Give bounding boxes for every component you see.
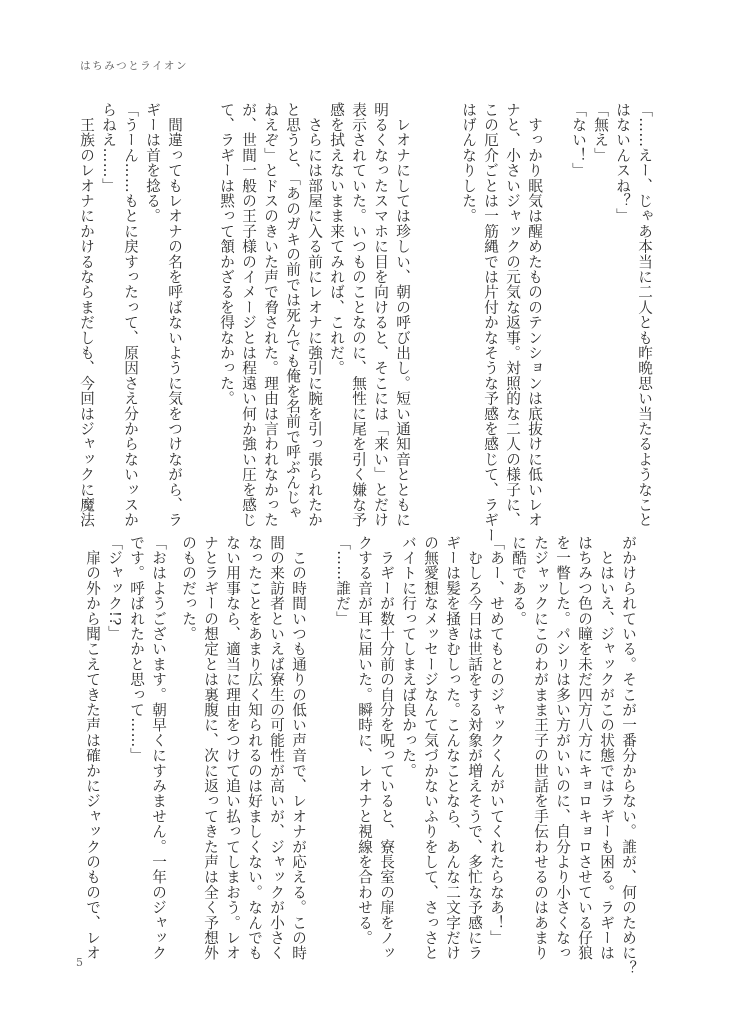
text-column: を一瞥した。パシリは多い方がいいのに、自分より小さくなっ [554, 535, 571, 961]
text-column: が、世間一般の王子様のイメージとは程遠い何か強い圧を感じ [240, 102, 257, 528]
text-column: ない用事なら、適当に理由をつけて追い払ってしまおう。レオ [224, 535, 241, 961]
text-column: なったことをあまり広く知られるのは好ましくない。なんでも [246, 535, 263, 961]
text-column: て、ラギーは黙って頷かざるを得なかった。 [218, 102, 235, 406]
bottom-text-block [0, 535, 731, 976]
text-column: この厄介ごとは一筋縄では片付かなそうな予感を感じて、ラギー [482, 102, 499, 543]
text-column: レオナにしては珍しい、朝の呼び出し。短い通知音とともに [394, 102, 411, 528]
text-column: ナとラギーの想定とは裏腹に、次に返ってきた声は全く予想外 [202, 535, 219, 961]
text-column: ギーは首を捻る。 [144, 102, 161, 224]
text-column: 王族のレオナにかけるならまだしも、今回はジャックに魔法 [78, 102, 95, 528]
text-column: の無愛想なメッセージなんて気づかないふりをして、さっさと [422, 535, 439, 961]
text-column: 「うーん……もとに戻すったって、原因さえ分からないッスか [122, 102, 139, 528]
text-column: さらには部屋に入る前にレオナに強引に腕を引っ張られたか [306, 102, 323, 528]
page-number: 5 [76, 956, 83, 969]
running-title: はちみつとライオン [80, 60, 189, 72]
text-column: たジャックにこのわがまま王子の世話を手伝わせるのはあまり [532, 535, 549, 961]
text-column: 明るくなったスマホに目を向けると、そこには「来い」とだけ [372, 102, 389, 528]
text-column: この時間いつも通りの低い声音で、レオナが応える。この時 [290, 535, 307, 961]
text-column: 「……えー、じゃあ本当に二人とも昨晩思い当たるようなこと [636, 102, 653, 528]
text-column: はちみつ色の瞳を未だ四方八方にキョロキョロさせている仔狼 [576, 535, 593, 961]
top-text-block [0, 102, 731, 543]
text-column: らねえ……」 [100, 102, 117, 194]
text-column: バイトに行ってしまえば良かった。 [400, 535, 417, 779]
text-column: すっかり眠気は醒めたもののテンションは底抜けに低いレオ [526, 102, 543, 528]
text-column: 「あー、せめてもとのジャックくんがいてくれたらなあ！」 [488, 535, 505, 946]
text-column: 扉の外から聞こえてきた声は確かにジャックのもので、レオ [84, 535, 101, 961]
text-column: 「ジャック!?」 [106, 535, 123, 642]
text-column: 「……誰だ」 [334, 535, 351, 627]
text-column: がかけられている。そこが一番分からない。誰が、何のために？ [620, 535, 637, 976]
text-column [194, 102, 214, 482]
text-column: 感を拭えないまま来てみれば、これだ。 [328, 102, 345, 376]
text-column: クする音が耳に届いた。瞬時に、レオナと視線を合わせる。 [356, 535, 373, 946]
text-column [436, 102, 456, 482]
text-column: 「おはようございます。朝早くにすみません。一年のジャック [150, 535, 167, 961]
text-column: ねえぞ」とドスのきいた声で脅された。理由は言われなかった [262, 102, 279, 528]
text-column: ギーは髪を掻きむしった。こんなことなら、あんな二文字だけ [444, 535, 461, 961]
text-column: ナと、小さいジャックの元気な返事。対照的な二人の様子に、 [504, 102, 521, 528]
text-column: に酷である。 [510, 535, 527, 627]
text-column: はげんなりした。 [460, 102, 477, 224]
text-column: と思うと、「あのガキの前では死んでも俺を名前で呼ぶんじゃ [284, 102, 301, 521]
text-column: とはいえ、ジャックがこの状態ではラギーも困る。ラギーは [598, 535, 615, 961]
text-column: 間の来訪者といえば寮生の可能性が高いが、ジャックが小さく [268, 535, 285, 961]
text-column: 表示されていた。いつものことなのに、無性に尾を引く嫌な予 [350, 102, 367, 528]
text-column: 「ない！」 [570, 102, 587, 178]
text-column: 「無え」 [592, 102, 609, 163]
text-column: ラギーが数十分前の自分を呪っていると、寮長室の扉をノッ [378, 535, 395, 961]
text-column: むしろ今日は世話をする対象が増えそうで、多忙な予感にラ [466, 535, 483, 961]
text-column: 間違ってもレオナの名を呼ばないように気をつけながら、ラ [166, 102, 183, 528]
text-column: はないんスね？」 [614, 102, 631, 224]
text-column: です。呼ばれたかと思って……」 [128, 535, 145, 763]
text-column: のものだった。 [180, 535, 197, 642]
